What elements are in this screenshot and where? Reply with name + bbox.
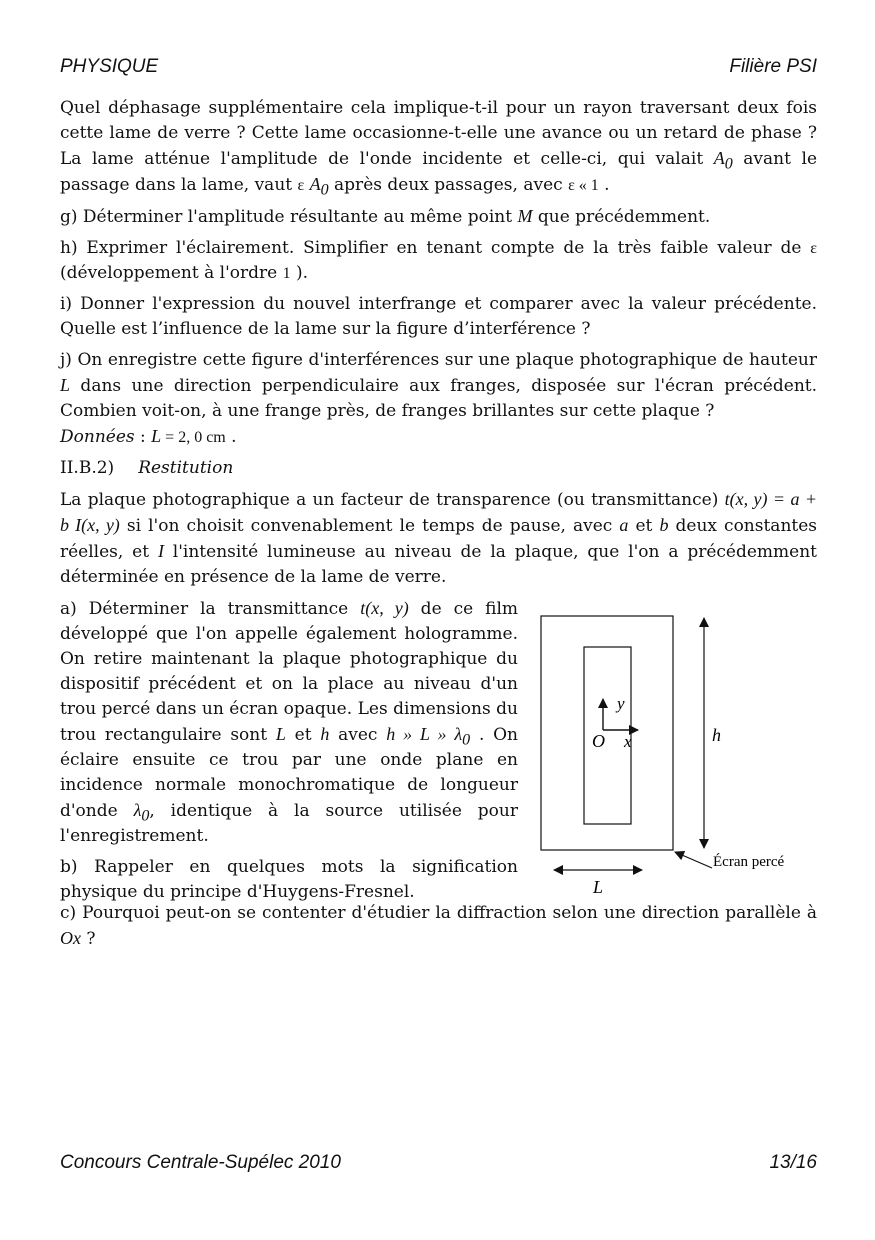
text-run: avant le passage dans la lame, vaut	[60, 149, 817, 195]
math-L: L	[60, 375, 71, 395]
aperture-diagram	[530, 596, 830, 901]
question-h	[60, 236, 817, 286]
math-epsilon: ε	[810, 240, 817, 257]
math-L: L	[151, 426, 162, 446]
data-label: Données	[60, 427, 135, 447]
text-run: que précédemment.	[532, 207, 711, 227]
math-A0: $A_0$	[713, 148, 733, 173]
math-inequality: h » L » $\lambda_0$	[386, 724, 471, 749]
text-run: (développement à l'ordre	[60, 263, 283, 283]
page-header-track: Filière PSI	[729, 56, 817, 77]
math-a: a	[619, 515, 629, 535]
paragraph-f-continuation	[60, 96, 817, 198]
text-run: . On éclaire ensuite ce trou par une onde plane en incidence normale monochromatique de longueur d'onde	[60, 725, 519, 821]
text-run: et	[285, 725, 321, 745]
math-A0: $A_0$	[309, 174, 329, 199]
h-dimension-label: h	[712, 725, 721, 745]
L-dimension-label: L	[593, 877, 604, 897]
data-value: 2, 0 cm	[178, 429, 226, 446]
text-run: deux constantes réelles, et	[60, 516, 818, 562]
text-run: c) Pourquoi peut-on se contenter d'étudier la diffraction selon une direction parallèle à	[60, 903, 817, 923]
text-run: ?	[81, 929, 96, 949]
text-run: j) On enregistre cette figure d'interférences sur une plaque photographique de hauteur	[60, 350, 817, 370]
text-run: avec	[329, 725, 387, 745]
math-one: 1	[282, 265, 291, 282]
question-j	[60, 348, 817, 424]
math-condition: ε « 1	[568, 177, 599, 194]
text-run: Quel déphasage supplémentaire cela implique-t-il pour un rayon traversant deux fois cette lame de verre ? Cette lame occasionne-t-elle une avance ou un retard de phase ? La lame atténue l'amplitude de l'onde incidente et celle-ci, qui valait	[60, 98, 817, 169]
math-M: M	[517, 206, 533, 226]
section-heading	[60, 456, 817, 481]
screen-pointer-arrow	[675, 852, 712, 868]
text-run: de ce film développé que l'on appelle également hologramme. On retire maintenant la plaque photographique du dispositif précédent et on la place au niveau d'un trou percé dans un écran opaque. Les dimensions du trou rectangulaire sont	[60, 599, 519, 745]
math-L: L	[275, 724, 286, 744]
question-i: i) Donner l'expression du nouvel interfrange et comparer avec la valeur précédente. Quelle est l’influence de la lame sur la figure d’interférence ?	[60, 294, 817, 339]
text-column	[60, 596, 518, 911]
screen-label: Écran percé	[713, 854, 785, 870]
text-run: .	[225, 427, 237, 447]
question-g	[60, 204, 817, 230]
math-epsilon: ε	[297, 177, 305, 194]
text-run: ).	[290, 263, 309, 283]
text-run: , identique à la source utilisée pour l'enregistrement.	[60, 801, 518, 846]
math-t-xy: t(x, y)	[360, 598, 409, 618]
question-b: b) Rappeler en quelques mots la signification physique du principe d'Huygens-Fresnel.	[60, 857, 518, 902]
text-run: si l'on choisit convenablement le temps de pause, avec	[119, 516, 620, 536]
restitution-paragraph	[60, 487, 817, 590]
section-number: II.B.2)	[60, 458, 115, 478]
page-body	[60, 96, 817, 958]
section-title: Restitution	[138, 458, 234, 478]
aperture-figure	[530, 596, 830, 901]
math-lambda0: $\lambda_0$	[133, 800, 150, 825]
data-line	[60, 424, 817, 450]
page-number: 13/16	[769, 1152, 817, 1173]
text-run: et	[628, 516, 660, 536]
text-run: La plaque photographique a un facteur de transparence (ou transmittance)	[60, 490, 725, 510]
math-Ox: Ox	[60, 928, 81, 948]
text-run: dans une direction perpendiculaire aux franges, disposée sur l'écran précédent. Combien voit-on, à une frange près, de franges brillantes sur cette plaque ?	[60, 376, 817, 421]
page-header-subject: PHYSIQUE	[60, 56, 159, 77]
opaque-screen-outline	[541, 616, 673, 850]
math-I: I	[157, 541, 164, 561]
origin-label: O	[592, 731, 605, 751]
x-axis-label: x	[624, 732, 632, 751]
text-run: h) Exprimer l'éclairement. Simplifier en tenant compte de la très faible valeur de	[60, 238, 811, 258]
text-run: l'intensité lumineuse au niveau de la plaque, que l'on a précédemment déterminée en présence de la lame de verre.	[60, 542, 817, 587]
text-run: a) Déterminer la transmittance	[60, 599, 361, 619]
text-run: g) Déterminer l'amplitude résultante au même point	[60, 207, 518, 227]
text-run: après deux passages, avec	[328, 175, 569, 195]
math-equals: =	[161, 429, 179, 446]
text-run: .	[598, 175, 610, 195]
question-a	[60, 596, 518, 849]
math-b: b	[659, 515, 669, 535]
y-axis-label: y	[617, 694, 625, 713]
question-figure-block	[60, 596, 817, 901]
math-formula: t(x, y) = a + b I(x, y)	[60, 489, 817, 535]
math-h: h	[320, 724, 330, 744]
text-run: :	[134, 427, 152, 447]
page-footer-contest: Concours Centrale-Supélec 2010	[60, 1152, 341, 1173]
